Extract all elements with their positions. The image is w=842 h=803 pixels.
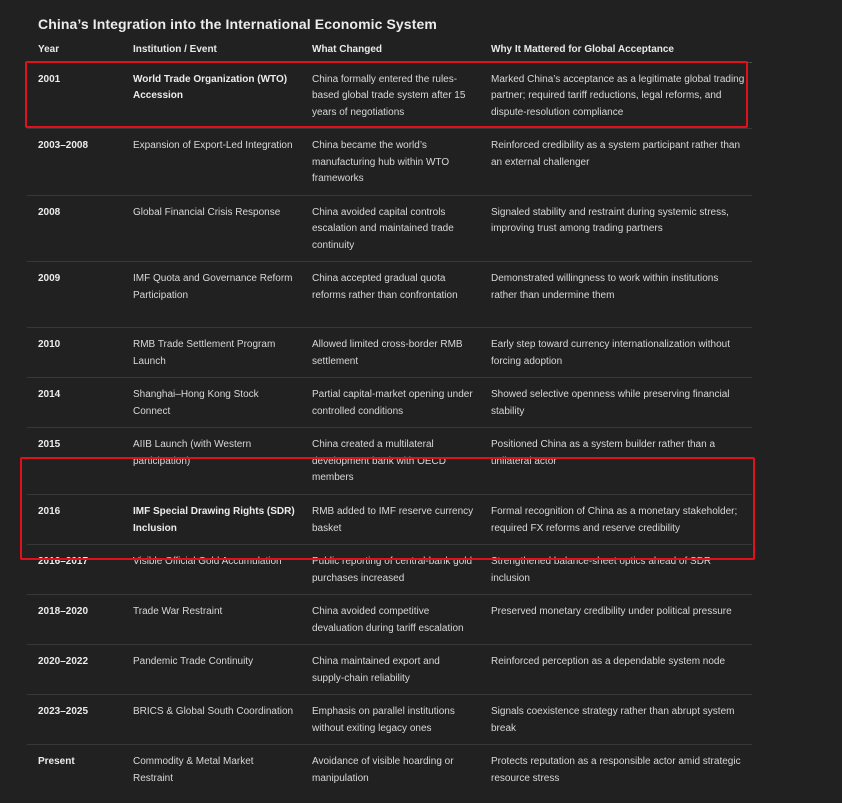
- header-year: Year: [27, 39, 122, 62]
- year-cell: 2001: [27, 62, 122, 129]
- why-it-mattered-cell: Signals coexistence strategy rather than abrupt system break: [480, 695, 752, 745]
- institution-cell: IMF Quota and Governance Reform Participation: [122, 262, 301, 328]
- why-it-mattered-cell: Showed selective openness while preserving financial stability: [480, 378, 752, 428]
- institution-cell: BRICS & Global South Coordination: [122, 695, 301, 745]
- timeline-table: [27, 39, 752, 794]
- table-row: [27, 378, 752, 428]
- year-cell: 2003–2008: [27, 129, 122, 196]
- what-changed-cell: China formally entered the rules-based global trade system after 15 years of negotiations: [301, 62, 480, 129]
- what-changed-cell: Partial capital-market opening under controlled conditions: [301, 378, 480, 428]
- year-cell: 2010: [27, 328, 122, 378]
- table-row: [27, 262, 752, 328]
- year-cell: 2009: [27, 262, 122, 328]
- what-changed-cell: China avoided competitive devaluation during tariff escalation: [301, 595, 480, 645]
- year-cell: 2014: [27, 378, 122, 428]
- why-it-mattered-cell: Reinforced credibility as a system participant rather than an external challenger: [480, 129, 752, 196]
- institution-cell: Commodity & Metal Market Restraint: [133, 756, 254, 784]
- table-row: [27, 328, 752, 378]
- year-cell: Present: [38, 756, 75, 767]
- what-changed-cell: China became the world’s manufacturing hub within WTO frameworks: [301, 129, 480, 196]
- table-header: [27, 39, 752, 62]
- why-it-mattered-cell: Strengthened balance-sheet optics ahead of SDR inclusion: [480, 545, 752, 595]
- why-it-mattered-cell: Early step toward currency internationalization without forcing adoption: [480, 328, 752, 378]
- year-cell: 2016: [27, 495, 122, 545]
- institution-cell: Pandemic Trade Continuity: [122, 645, 301, 695]
- table-row: [27, 428, 752, 495]
- institution-cell: World Trade Organization (WTO) Accession: [122, 62, 301, 129]
- page-title: China’s Integration into the International Economic System: [38, 16, 437, 32]
- why-it-mattered-cell: Positioned China as a system builder rather than a unilateral actor: [480, 428, 752, 495]
- why-it-mattered-cell: Reinforced perception as a dependable system node: [480, 645, 752, 695]
- institution-cell: AIIB Launch (with Western participation): [122, 428, 301, 495]
- institution-cell: Expansion of Export-Led Integration: [122, 129, 301, 196]
- table-row: [27, 645, 752, 695]
- header-institution: Institution / Event: [122, 39, 301, 62]
- why-it-mattered-cell: Marked China’s acceptance as a legitimate global trading partner; required tariff reductions, legal reforms, and dispute-resolution compliance: [480, 62, 752, 129]
- what-changed-cell: RMB added to IMF reserve currency basket: [301, 495, 480, 545]
- institution-cell: IMF Special Drawing Rights (SDR) Inclusion: [122, 495, 301, 545]
- table-row: [27, 129, 752, 196]
- institution-cell: Global Financial Crisis Response: [122, 195, 301, 262]
- table-row: [27, 62, 752, 129]
- what-changed-cell: China maintained export and supply-chain reliability: [301, 645, 480, 695]
- what-changed-cell: Public reporting of central-bank gold purchases increased: [301, 545, 480, 595]
- what-changed-cell: Allowed limited cross-border RMB settlement: [301, 328, 480, 378]
- institution-cell: Shanghai–Hong Kong Stock Connect: [122, 378, 301, 428]
- why-it-mattered-cell: Preserved monetary credibility under political pressure: [480, 595, 752, 645]
- table-body: [27, 62, 752, 794]
- why-it-mattered-cell: Demonstrated willingness to work within institutions rather than undermine them: [480, 262, 752, 328]
- year-cell: 2018–2020: [27, 595, 122, 645]
- year-cell: 2020–2022: [27, 645, 122, 695]
- table-row: [27, 545, 752, 595]
- table-row: [27, 695, 752, 745]
- institution-cell: Trade War Restraint: [122, 595, 301, 645]
- year-cell: 2008: [27, 195, 122, 262]
- what-changed-cell: China avoided capital controls escalation and maintained trade continuity: [301, 195, 480, 262]
- what-changed-cell: Emphasis on parallel institutions without exiting legacy ones: [301, 695, 480, 745]
- institution-cell: RMB Trade Settlement Program Launch: [122, 328, 301, 378]
- header-what-changed: What Changed: [301, 39, 480, 62]
- institution-cell: Visible Official Gold Accumulation: [122, 545, 301, 595]
- what-changed-cell: China accepted gradual quota reforms rather than confrontation: [301, 262, 480, 328]
- why-it-mattered-cell: Signaled stability and restraint during systemic stress, improving trust among trading partners: [480, 195, 752, 262]
- why-it-mattered-cell: Formal recognition of China as a monetary stakeholder; required FX reforms and reserve credibility: [480, 495, 752, 545]
- what-changed-cell: Avoidance of visible hoarding or manipulation: [312, 756, 454, 784]
- why-it-mattered-cell: Protects reputation as a responsible actor amid strategic resource stress: [491, 756, 741, 784]
- header-why-it-mattered: Why It Mattered for Global Acceptance: [480, 39, 752, 62]
- header-row: [27, 39, 752, 62]
- what-changed-cell: China created a multilateral development bank with OECD members: [301, 428, 480, 495]
- year-cell: 2015: [27, 428, 122, 495]
- table-row: [27, 745, 752, 795]
- table-row: [27, 495, 752, 545]
- year-cell: 2023–2025: [27, 695, 122, 745]
- year-cell: 2016–2017: [27, 545, 122, 595]
- table-row: [27, 195, 752, 262]
- table-row: [27, 595, 752, 645]
